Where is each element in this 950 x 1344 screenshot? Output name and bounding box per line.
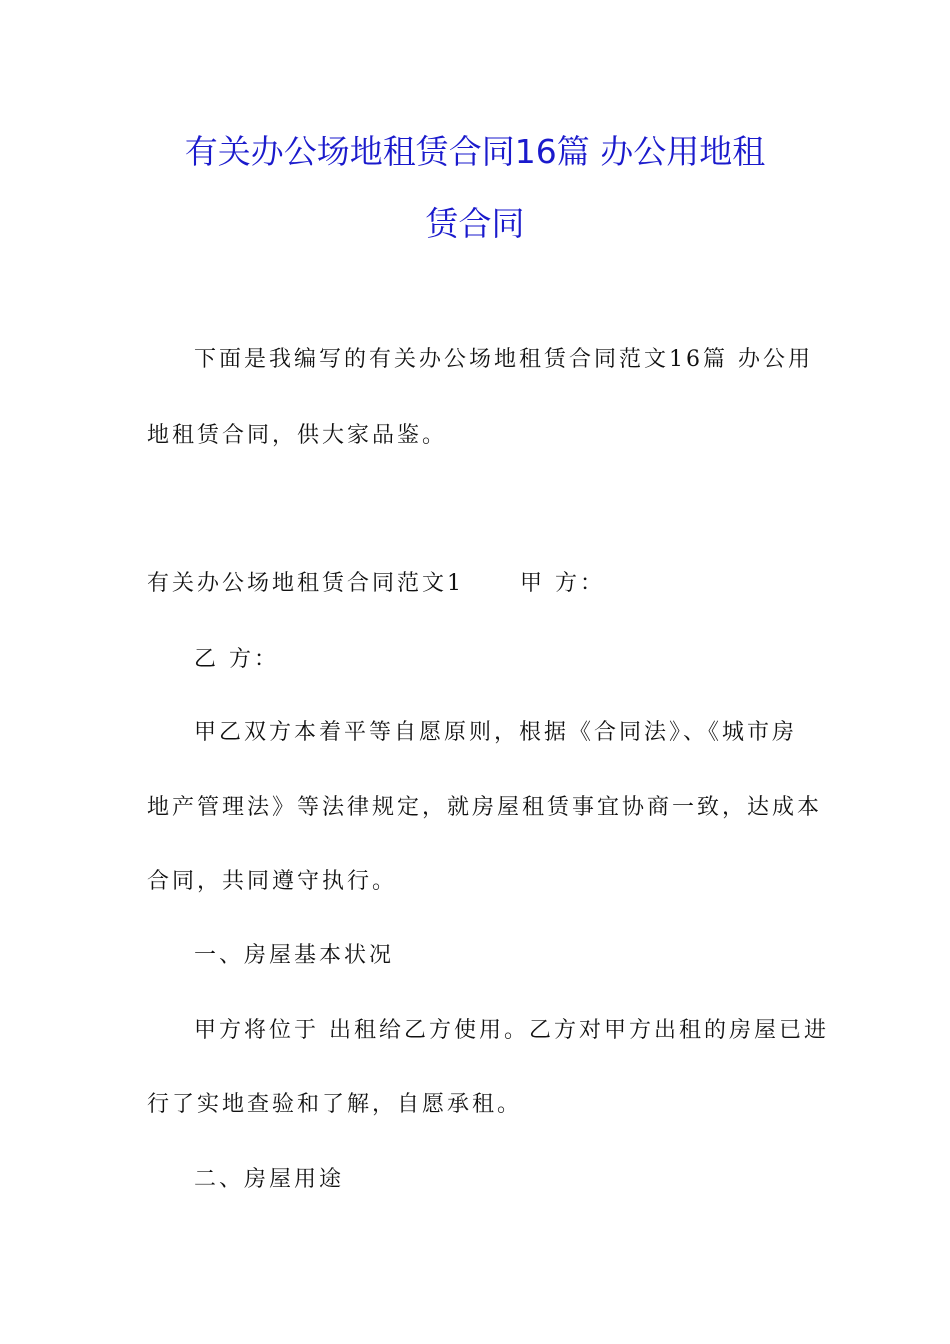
clause-1-heading: 一、房屋基本状况 bbox=[194, 943, 395, 968]
document-title-line-1: 有关办公场地租赁合同16篇 办公用地租 bbox=[184, 132, 766, 171]
clause-1-line-2: 行了实地查验和了解，自愿承租。 bbox=[147, 1092, 523, 1117]
paragraph-1-line-2: 地产管理法》等法律规定，就房屋租赁事宜协商一致，达成本 bbox=[147, 795, 823, 820]
party-a-label: 甲 方： bbox=[520, 571, 605, 596]
document-title-line-2: 赁合同 bbox=[425, 204, 525, 243]
intro-line-2: 地租赁合同，供大家品鉴。 bbox=[147, 423, 448, 448]
intro-line-1: 下面是我编写的有关办公场地租赁合同范文16篇 办公用 bbox=[194, 347, 813, 372]
clause-1-line-1: 甲方将位于 出租给乙方使用。乙方对甲方出租的房屋已进 bbox=[194, 1018, 829, 1043]
paragraph-1-line-1: 甲乙双方本着平等自愿原则，根据《合同法》、《城市房 bbox=[194, 720, 798, 745]
section-heading-row bbox=[147, 569, 605, 599]
clause-2-heading: 二、房屋用途 bbox=[194, 1167, 345, 1192]
party-b-label: 乙 方： bbox=[194, 647, 279, 672]
paragraph-1-line-3: 合同，共同遵守执行。 bbox=[147, 869, 398, 894]
section-heading: 有关办公场地租赁合同范文1 bbox=[147, 571, 464, 596]
